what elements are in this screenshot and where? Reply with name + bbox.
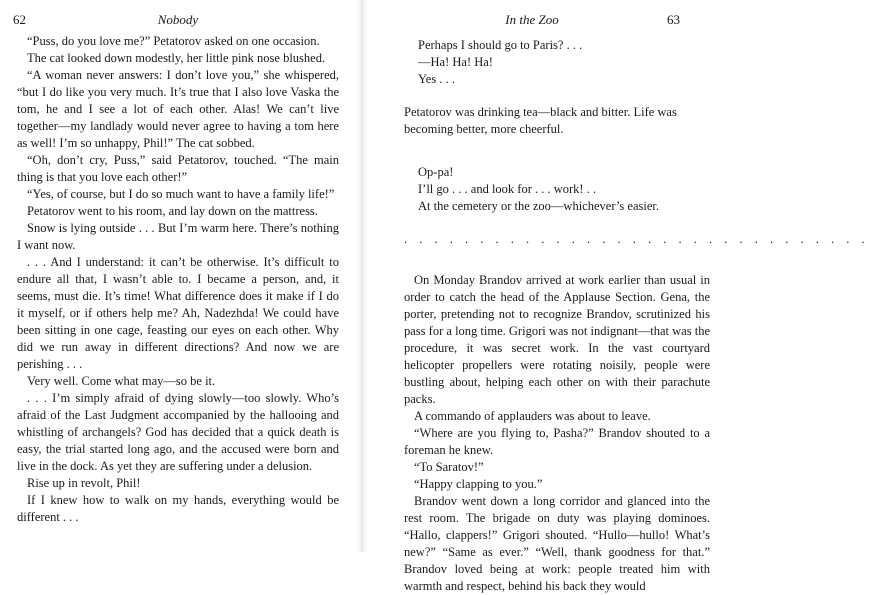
paragraph: Very well. Come what may—so be it. [27,374,216,388]
prose-tea-paragraph [404,104,710,138]
verse-line: I’ll go . . . and look for . . . work! . . [418,182,597,196]
paragraph: . . . I’m simply afraid of dying slowly—too slowly. Who’s afraid of the Last Judgment accompanied by the hallooing and whistling of archangels? God has decided that a quick death is easy, the trial started long ago, and the accused were born and live in the dock. As yet they are suffering under a delusion. [17,391,339,473]
paragraph: Rise up in revolt, Phil! [27,476,141,490]
song-verse-paris [418,37,708,88]
left-page [0,0,356,552]
paragraph: “Yes, of course, but I do so much want to have a family life!” [27,187,335,201]
paragraph: . . . And I understand: it can’t be otherwise. It’s difficult to endure all that, I wasn’t able to. I became a person, and, it seems, must die. It’s time! What difference does it make if I do it myself, or if others help me? Ah, Nadezhda! We could have been sitting in one cage, feasting our eyes on each other. Why did we run away in different directions? And now we are perishing . . . [17,255,339,371]
verse-line: At the cemetery or the zoo—whichever’s easier. [418,199,659,213]
paragraph: A commando of applauders was about to leave. [414,409,651,423]
left-running-title: Nobody [157,12,199,27]
paragraph: “Puss, do you love me?” Petatorov asked on one occasion. [27,34,320,48]
paragraph: “Happy clapping to you.” [414,477,543,491]
paragraph: “Oh, don’t cry, Puss,” said Petatorov, touched. “The main thing is that you love each other!” [17,153,339,184]
paragraph: On Monday Brandov arrived at work earlier than usual in order to catch the head of the Applause Section. Gena, the porter, pretending not to recognize Brandov, scrutinized his pass for a long time. Grigori was not indignant—that was the procedure, it was secret work. In the vast courtyard helicopter propellers were rotating noisily, people were bustling about, helping each other on with their parachute packs. [404,273,710,406]
left-body-text [17,33,339,526]
verse-line: —Ha! Ha! Ha! [418,55,493,69]
paragraph: If I knew how to walk on my hands, everything would be different . . . [17,493,339,524]
right-running-title: In the Zoo [505,12,559,27]
song-verse-work [418,164,718,215]
paragraph: The cat looked down modestly, her little pink nose blushed. [27,51,326,65]
right-page [368,0,869,593]
right-page-number: 63 [667,12,680,27]
book-gutter [356,0,368,552]
section-separator: . . . . . . . . . . . . . . . . . . . . . . . . . . . . . . . [404,232,869,246]
verse-line: Perhaps I should go to Paris? . . . [418,38,583,52]
paragraph: Petatorov was drinking tea—black and bitter. Life was becoming better, more cheerful. [404,105,677,136]
verse-line: Yes . . . [418,72,455,86]
paragraph: Brandov went down a long corridor and glanced into the rest room. The brigade on duty was playing dominoes. “Hallo, clappers!” Grigori shouted. “Hullo—hullo! What’s new?” “Same as ever.” “Well, thank goodness for that.” Brandov loved being at work: people treated him with warmth and respect, behind his back they would [404,494,710,593]
paragraph: “To Saratov!” [414,460,484,474]
paragraph: “A woman never answers: I don’t love you,” she whispered, “but I do like you very much. It’s true that I also love Vaska the tom, he and I see a lot of each other. Alas! We can’t live together—my landlady would never agree to having a tom here as well! I’m so unhappy, Phil!” The cat sobbed. [17,68,339,150]
paragraph: Petatorov went to his room, and lay down on the mattress. [27,204,318,218]
paragraph: “Where are you flying to, Pasha?” Brandov shouted to a foreman he knew. [404,426,710,457]
left-page-number: 62 [13,12,26,27]
right-body-text [404,272,710,595]
verse-line: Op-pa! [418,165,454,179]
paragraph: Snow is lying outside . . . But I’m warm here. There’s nothing I want now. [17,221,339,252]
